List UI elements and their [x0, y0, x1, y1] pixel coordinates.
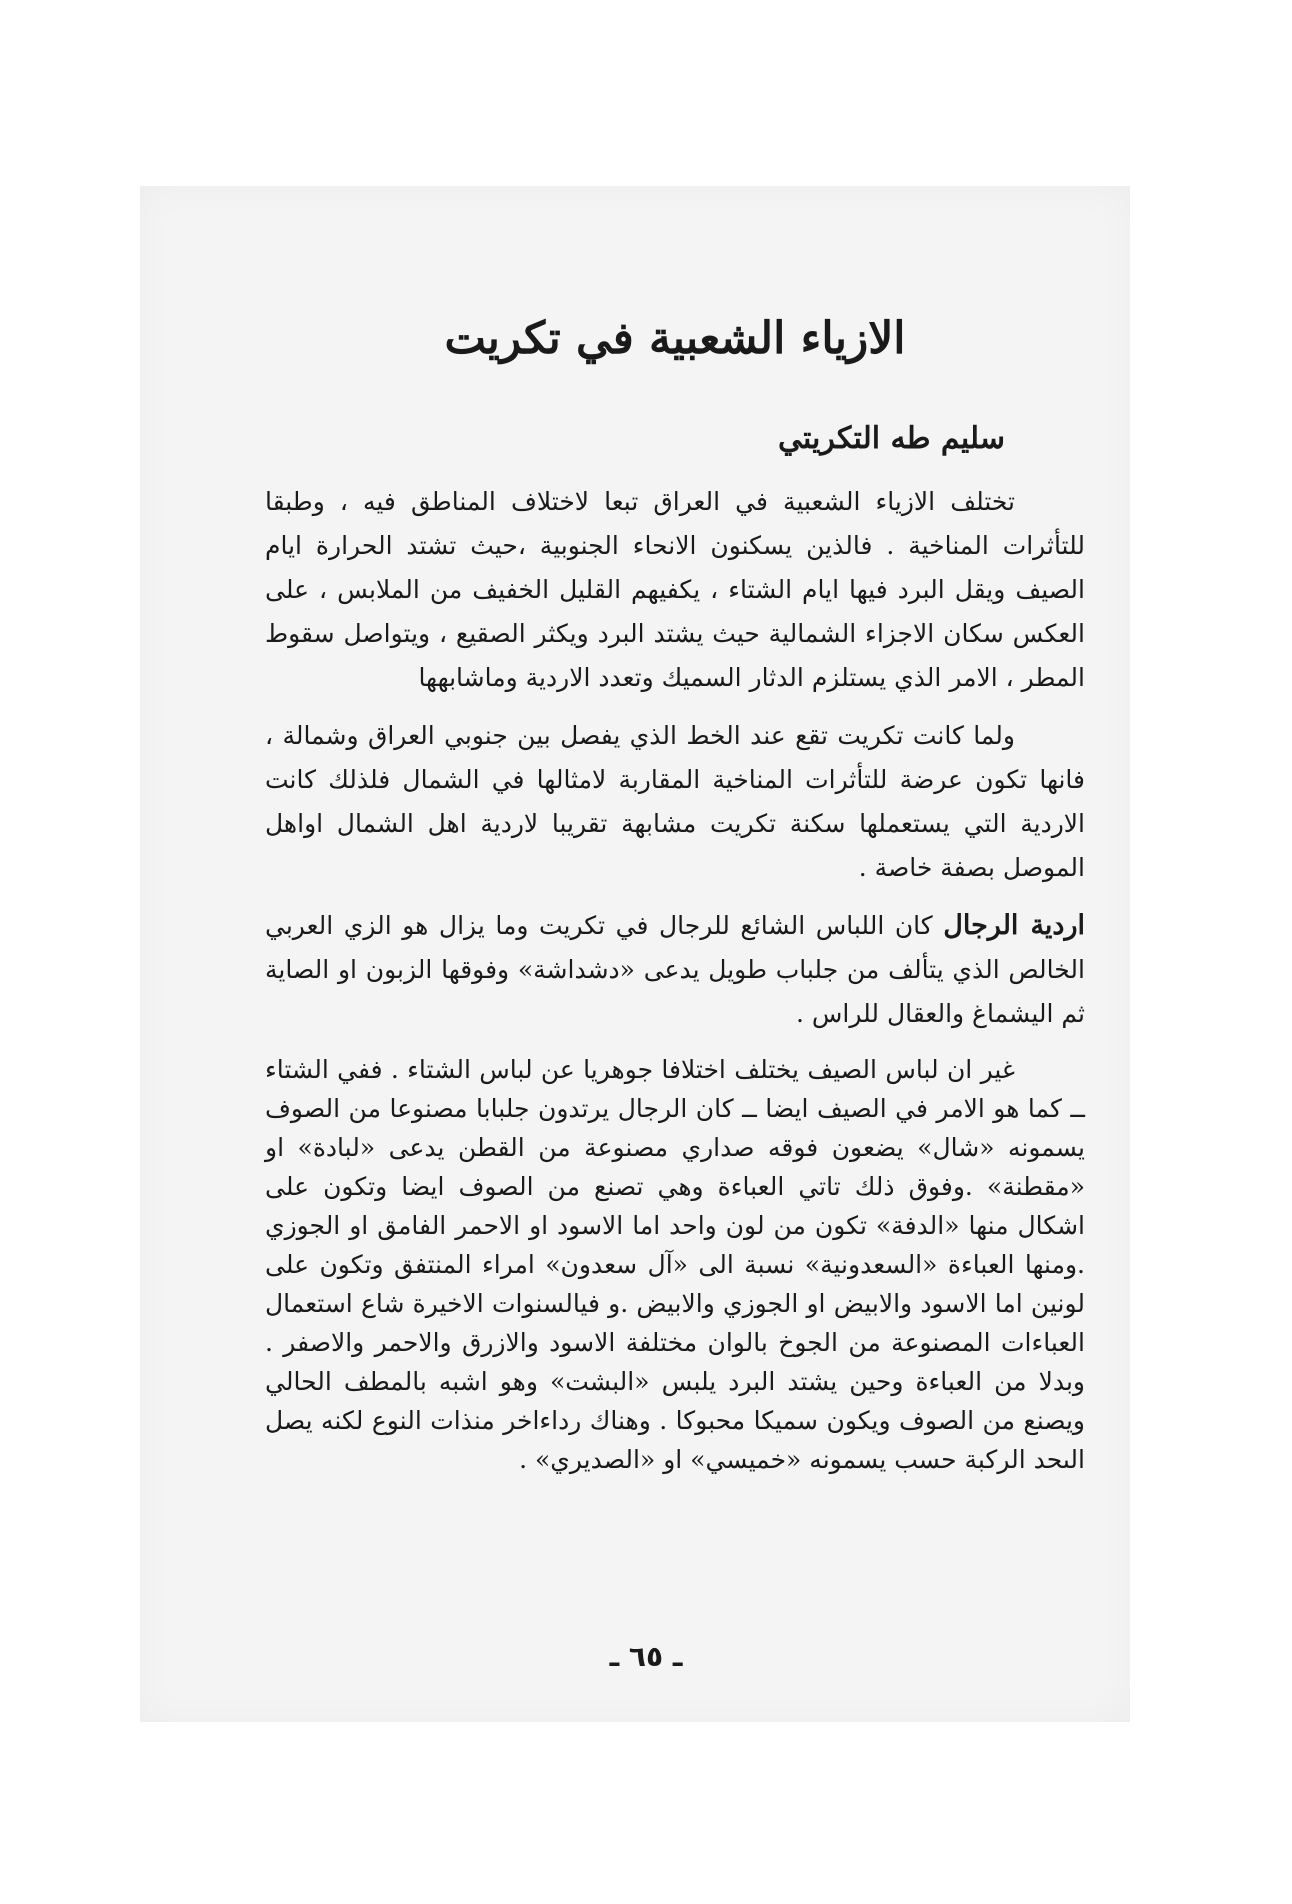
section-mens-garments	[265, 904, 1085, 1036]
page-number: ـ ٦٥ ـ	[609, 1640, 683, 1673]
article-body	[265, 310, 1085, 1493]
paragraph-tikrit-location: ولما كانت تكريت تقع عند الخط الذي يفصل بين جنوبي العراق وشمالة ، فانها تكون عرضة للتأثرات المناخية المقاربة لامثالها في الشمال فلذلك كانت الاردية التي يستعملها سكنة تكريت مشابهة تقريبا لاردية اهل الشمال اواهل الموصل بصفة خاصة .	[265, 721, 1085, 883]
paragraph-winter-clothing: غير ان لباس الصيف يختلف اختلافا جوهريا عن لباس الشتاء . ففي الشتاء ــ كما هو الامر في الصيف ايضا ــ كان الرجال يرتدون جلبابا مصنوعا من الصوف يسمونه «شال» يضعون فوقه صداري مصنوعة من القطن يدعى «لبادة» او «مقطنة» .وفوق ذلك تاتي العباءة وهي تصنع من الصوف ايضا وتكون على اشكال منها «الدفة» تكون من لون واحد اما الاسود او الاحمر الفامق او الجوزي .ومنها العباءة «السعدونية» نسبة الى «آل سعدون» امراء المنتفق وتكون على لونين اما الاسود والابيض او الجوزي والابيض .و فيالسنوات الاخيرة شاع استعمال العباءات المصنوعة من الجوخ بالوان مختلفة الاسود والازرق والاحمر والاصفر . وبدلا من العباءة وحين يشتد البرد يلبس «البشت» وهو اشبه بالمطف الحالي ويصنع من الصوف ويكون سميكا محبوكا . وهناك رداءاخر منذات النوع لكنه يصل الىحد الركبة حسب يسمونه «خميسي» او «الصديري» .	[265, 1055, 1085, 1475]
paragraph-climate: تختلف الازياء الشعبية في العراق تبعا لاختلاف المناطق فيه ، وطبقا للتأثرات المناخية . فالذين يسكنون الانحاء الجنوبية ،حيث تشتد الحرارة ايام الصيف ويقل البرد فيها ايام الشتاء ، يكفيهم القليل الخفيف من الملابس ، على العكس سكان الاجزاء الشمالية حيث يشتد البرد ويكثر الصقيع ، ويتواصل سقوط المطر ، الامر الذي يستلزم الدثار السميك وتعدد الاردية وماشابهها	[265, 487, 1085, 693]
section-text: كان اللباس الشائع للرجال في تكريت وما يزال هو الزي العربي الخالص الذي يتألف من جلباب طويل يدعى «دشداشة» وفوقها الزبون او الصاية ثم اليشماغ والعقال للراس .	[265, 911, 1085, 1029]
article-author: سليم طه التكريتي	[778, 421, 1005, 457]
section-heading: اردية الرجال	[943, 910, 1085, 942]
article-title: الازياء الشعبية في تكريت	[444, 313, 906, 364]
